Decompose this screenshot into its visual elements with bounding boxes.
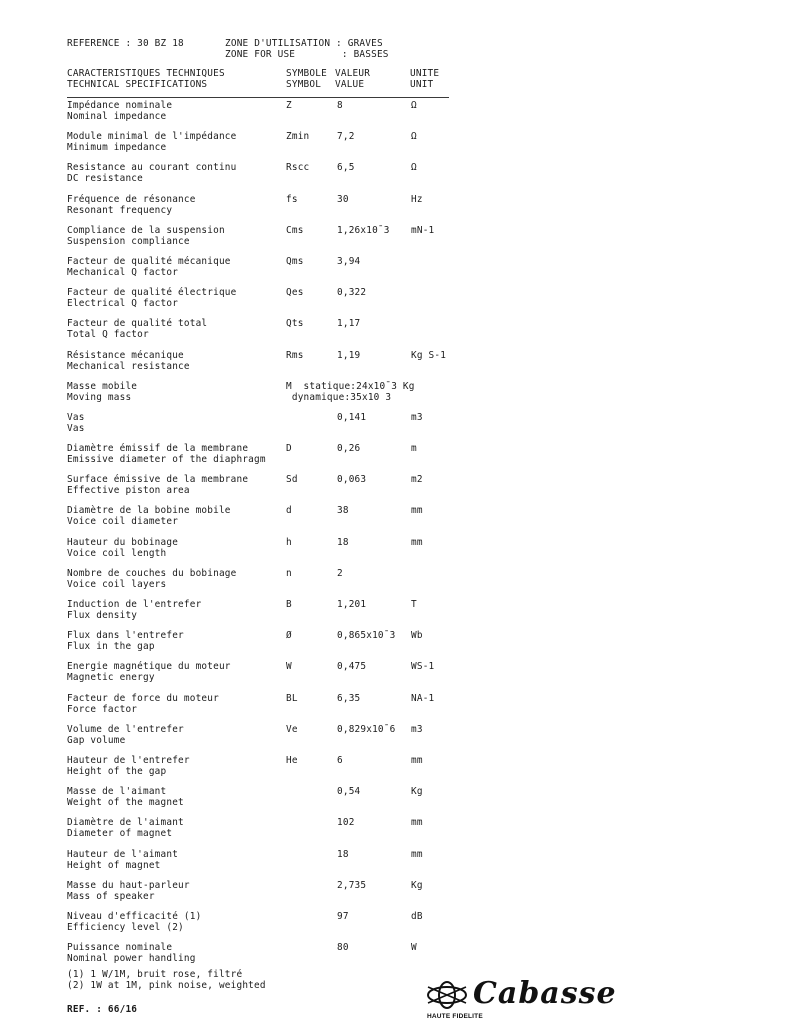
spec-value: 30 bbox=[337, 193, 349, 205]
spec-value: 0,141 bbox=[337, 411, 367, 423]
table-row bbox=[67, 100, 467, 131]
table-row bbox=[67, 225, 467, 256]
spec-symbol: d bbox=[286, 505, 292, 517]
table-row bbox=[67, 287, 467, 318]
table-row bbox=[67, 568, 467, 599]
spec-name: Surface émissive de la membrane Effective piston area bbox=[67, 474, 249, 497]
spec-name: Puissance nominale Nominal power handling bbox=[67, 942, 196, 965]
spec-name: Fréquence de résonance Resonant frequency bbox=[67, 193, 196, 216]
spec-value: 6,5 bbox=[337, 162, 355, 174]
spec-name: Hauteur de l'aimant Height of magnet bbox=[67, 848, 179, 871]
table-row bbox=[67, 849, 467, 880]
logo-tagline: HAUTE FIDELITE bbox=[427, 1013, 483, 1020]
spec-value: 2 bbox=[337, 567, 343, 579]
table-row bbox=[67, 256, 467, 287]
column-headers bbox=[67, 68, 457, 90]
document-ref: REF. : 66/16 bbox=[67, 1004, 138, 1015]
spec-value: 18 bbox=[337, 536, 349, 548]
table-row bbox=[67, 880, 467, 911]
spec-symbol: Rscc bbox=[286, 162, 310, 174]
table-row bbox=[67, 693, 467, 724]
footnotes: (1) 1 W/1M, bruit rose, filtré (2) 1W at 1M, pink noise, weighted bbox=[67, 969, 266, 991]
table-row bbox=[67, 381, 467, 412]
spec-unit: Kg bbox=[411, 879, 423, 891]
spec-name: Vas Vas bbox=[67, 411, 85, 434]
spec-name: Facteur de qualité total Total Q factor bbox=[67, 318, 208, 341]
spec-value: 1,17 bbox=[337, 318, 361, 330]
spec-unit: m bbox=[411, 443, 417, 455]
header-value: VALEUR VALUE bbox=[335, 68, 371, 90]
spec-name: Module minimal de l'impédance Minimum impedance bbox=[67, 131, 237, 154]
spec-unit: Hz bbox=[411, 193, 423, 205]
spec-unit: Ω bbox=[411, 162, 417, 174]
spec-unit: NA-1 bbox=[411, 692, 435, 704]
table-row bbox=[67, 537, 467, 568]
spec-symbol: He bbox=[286, 754, 298, 766]
spec-value: 3,94 bbox=[337, 255, 361, 267]
table-row bbox=[67, 350, 467, 381]
table-row bbox=[67, 505, 467, 536]
spec-name: Facteur de force du moteur Force factor bbox=[67, 692, 219, 715]
spec-name: Facteur de qualité mécanique Mechanical Q factor bbox=[67, 255, 231, 278]
spec-value: 102 bbox=[337, 817, 355, 829]
spec-unit: m2 bbox=[411, 474, 423, 486]
spec-value: 1,19 bbox=[337, 349, 361, 361]
spec-symbol: Ø bbox=[286, 630, 292, 642]
spec-symbol: BL bbox=[286, 692, 298, 704]
table-row bbox=[67, 412, 467, 443]
spec-name: Masse de l'aimant Weight of the magnet bbox=[67, 786, 184, 809]
spec-value: 18 bbox=[337, 848, 349, 860]
spec-name: Resistance au courant continu DC resistance bbox=[67, 162, 237, 185]
spec-name: Nombre de couches du bobinage Voice coil layers bbox=[67, 567, 237, 590]
table-row bbox=[67, 786, 467, 817]
table-row bbox=[67, 724, 467, 755]
table-row bbox=[67, 443, 467, 474]
usage-zone-label: ZONE D'UTILISATION : GRAVES ZONE FOR USE : BASSES bbox=[225, 38, 389, 60]
spec-symbol: Z bbox=[286, 100, 292, 111]
spec-unit: WS-1 bbox=[411, 661, 435, 673]
spec-symbol: Cms bbox=[286, 224, 304, 236]
spec-unit: Kg bbox=[411, 786, 423, 798]
spec-value: 38 bbox=[337, 505, 349, 517]
spec-name: Hauteur du bobinage Voice coil length bbox=[67, 536, 179, 559]
table-row bbox=[67, 817, 467, 848]
spec-name: Diamètre émissif de la membrane Emissive diameter of the diaphragm bbox=[67, 443, 266, 466]
spec-name: Impédance nominale Nominal impedance bbox=[67, 100, 173, 122]
spec-name: Diamètre de l'aimant Diameter of magnet bbox=[67, 817, 184, 840]
spec-symbol: W bbox=[286, 661, 292, 673]
spec-symbol: D bbox=[286, 443, 292, 455]
spec-name: Diamètre de la bobine mobile Voice coil diameter bbox=[67, 505, 231, 528]
table-row bbox=[67, 162, 467, 193]
spec-symbol: Zmin bbox=[286, 131, 310, 143]
spec-name: Résistance mécanique Mechanical resistance bbox=[67, 349, 190, 372]
spec-value: 0,475 bbox=[337, 661, 367, 673]
spec-symbol: Qes bbox=[286, 287, 304, 299]
spec-value: 80 bbox=[337, 942, 349, 954]
spec-symbol: n bbox=[286, 567, 292, 579]
spec-value: 0,54 bbox=[337, 786, 361, 798]
spec-name: Hauteur de l'entrefer Height of the gap bbox=[67, 754, 190, 777]
spec-unit: mN-1 bbox=[411, 224, 435, 236]
spec-value: 6,35 bbox=[337, 692, 361, 704]
spec-value: 6 bbox=[337, 754, 343, 766]
spec-value: 0,26 bbox=[337, 443, 361, 455]
spec-unit: T bbox=[411, 599, 417, 610]
spec-unit: Wb bbox=[411, 630, 423, 642]
spec-value: 97 bbox=[337, 910, 349, 922]
spec-name: Energie magnétique du moteur Magnetic energy bbox=[67, 661, 231, 684]
spec-table bbox=[67, 100, 467, 973]
spec-value: 0,829x10¯6 bbox=[337, 723, 396, 735]
spec-unit: dB bbox=[411, 910, 423, 922]
header-characteristics: CARACTERISTIQUES TECHNIQUES TECHNICAL SPECIFICATIONS bbox=[67, 68, 225, 90]
spec-symbol: B bbox=[286, 599, 292, 610]
spec-symbol: Sd bbox=[286, 474, 298, 486]
spec-unit: mm bbox=[411, 505, 423, 517]
header-symbol: SYMBOLE SYMBOL bbox=[286, 68, 327, 90]
spec-name: Masse du haut-parleur Mass of speaker bbox=[67, 879, 190, 902]
spec-unit: mm bbox=[411, 848, 423, 860]
spec-symbol: Qms bbox=[286, 255, 304, 267]
table-row bbox=[67, 755, 467, 786]
spec-value: 1,26x10¯3 bbox=[337, 224, 390, 236]
spec-unit: m3 bbox=[411, 411, 423, 423]
spec-unit: Ω bbox=[411, 100, 417, 111]
cabasse-wordmark: Cabasse bbox=[473, 976, 617, 1011]
spec-unit: mm bbox=[411, 536, 423, 548]
header-divider bbox=[67, 97, 449, 98]
spec-name: Masse mobile Moving mass bbox=[67, 380, 138, 403]
cabasse-emblem-icon bbox=[425, 980, 469, 1010]
spec-value: 1,201 bbox=[337, 599, 367, 610]
reference-label: REFERENCE : 30 BZ 18 bbox=[67, 38, 184, 49]
spec-unit: Kg S-1 bbox=[411, 349, 447, 361]
spec-unit: mm bbox=[411, 817, 423, 829]
spec-unit: W bbox=[411, 942, 417, 954]
table-row bbox=[67, 599, 467, 630]
spec-symbol: h bbox=[286, 536, 292, 548]
spec-symbol: Qts bbox=[286, 318, 304, 330]
spec-symbol: Rms bbox=[286, 349, 304, 361]
spec-symbol: fs bbox=[286, 193, 298, 205]
table-row bbox=[67, 911, 467, 942]
table-row bbox=[67, 661, 467, 692]
cabasse-logo bbox=[425, 976, 665, 1024]
spec-name: Volume de l'entrefer Gap volume bbox=[67, 723, 184, 746]
spec-value: 2,735 bbox=[337, 879, 367, 891]
table-row bbox=[67, 131, 467, 162]
spec-value: 8 bbox=[337, 100, 343, 111]
spec-name: Facteur de qualité électrique Electrical Q factor bbox=[67, 287, 237, 310]
spec-unit: mm bbox=[411, 754, 423, 766]
spec-value: 7,2 bbox=[337, 131, 355, 143]
spec-name: Induction de l'entrefer Flux density bbox=[67, 599, 202, 621]
spec-value: 0,322 bbox=[337, 287, 367, 299]
table-row bbox=[67, 474, 467, 505]
spec-value: 0,063 bbox=[337, 474, 367, 486]
spec-name: Compliance de la suspension Suspension compliance bbox=[67, 224, 225, 247]
table-row bbox=[67, 318, 467, 349]
header-unit: UNITE UNIT bbox=[410, 68, 440, 90]
spec-unit: Ω bbox=[411, 131, 417, 143]
spec-value: 0,865x10¯3 bbox=[337, 630, 396, 642]
table-row bbox=[67, 630, 467, 661]
spec-name: Niveau d'efficacité (1) Efficiency level (2) bbox=[67, 910, 202, 933]
spec-name: Flux dans l'entrefer Flux in the gap bbox=[67, 630, 184, 653]
spec-symbol: M statique:24x10¯3 Kg dynamique:35x10 3 bbox=[286, 380, 415, 403]
spec-symbol: Ve bbox=[286, 723, 298, 735]
spec-unit: m3 bbox=[411, 723, 423, 735]
table-row bbox=[67, 194, 467, 225]
